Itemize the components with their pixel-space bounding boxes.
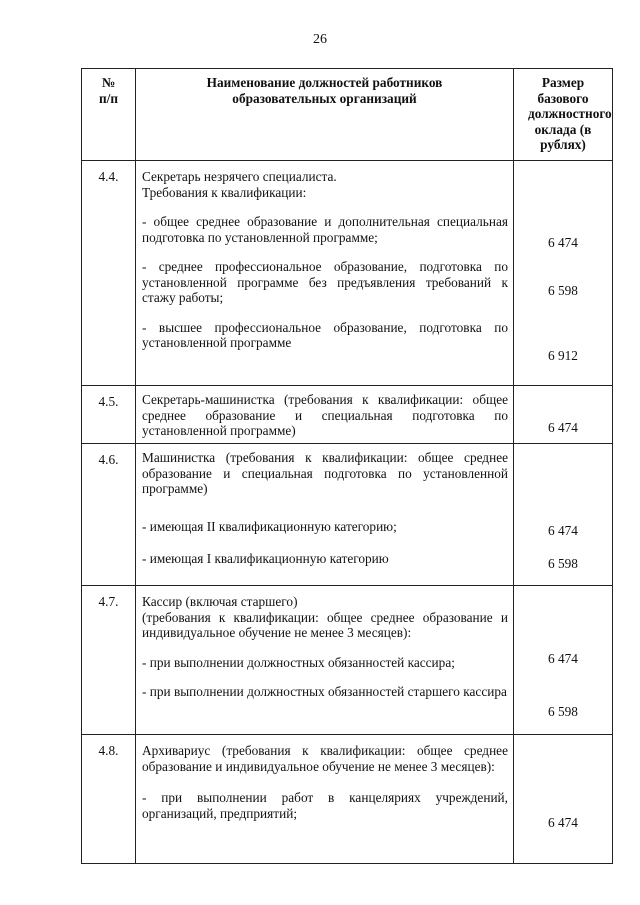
position-title: Секретарь-машинистка (требования к квалификации: общее среднее образование и специальная подготовка по установленной программе) [142,392,508,438]
salary-value: 6 474 [548,815,578,830]
requirement-item: - имеющая I квалификационную категорию [142,551,389,566]
salary-value: 6 474 [548,523,578,538]
row-number: 4.5. [82,386,136,444]
table-row [82,444,613,586]
requirement-item: - высшее профессиональное образование, подготовка по установленной программе [142,319,508,350]
header-position-name: Наименование должностей работников образовательных организаций [136,69,514,161]
table-header-row [82,69,613,161]
table-row [82,735,613,864]
position-subtitle: Требования к квалификации: [142,184,307,200]
salary-cell [514,386,613,444]
position-cell [136,735,514,864]
requirement-item: - среднее профессиональное образование, подготовка по установленной программе без предъявления требований к стажу работы; [142,259,508,305]
salary-cell [514,586,613,735]
position-cell [136,386,514,444]
salary-value: 6 474 [548,420,578,435]
position-title: Кассир (включая старшего) [142,594,298,609]
requirement-item: - при выполнении работ в канцеляриях учреждений, организаций, предприятий; [142,790,508,821]
requirement-item: - имеющая II квалификационную категорию; [142,518,397,534]
position-cell [136,444,514,586]
salary-cell [514,735,613,864]
salary-cell [514,161,613,386]
header-salary: Размер базового должностного оклада (в рублях) [514,69,613,161]
salary-value: 6 598 [548,556,578,571]
header-number: № п/п [82,69,136,161]
salary-value: 6 474 [548,235,578,250]
table-row [82,586,613,735]
salary-table [81,68,613,864]
page-number: 26 [313,32,327,47]
salary-value: 6 598 [548,704,578,719]
position-cell [136,586,514,735]
salary-value: 6 474 [548,651,578,666]
salary-value: 6 598 [548,283,578,298]
position-title: Секретарь незрячего специалиста. [142,169,337,184]
requirement-item: - при выполнении должностных обязанностей старшего кассира [142,684,507,699]
table-row [82,161,613,386]
requirement-item: - при выполнении должностных обязанностей кассира; [142,654,455,670]
position-subtitle: (требования к квалификации: общее среднее образование и индивидуальное обучение не менее 3 месяцев): [142,609,508,640]
salary-value: 6 912 [548,348,578,363]
row-number: 4.7. [82,586,136,735]
row-number: 4.4. [82,161,136,386]
row-number: 4.8. [82,735,136,864]
position-cell [136,161,514,386]
position-title: Машинистка (требования к квалификации: общее среднее образование и специальная подготовка по установленной программе) [142,450,508,496]
table-row [82,386,613,444]
salary-cell [514,444,613,586]
requirement-item: - общее среднее образование и дополнительная специальная подготовка по установленной программе; [142,214,508,245]
row-number: 4.6. [82,444,136,586]
position-title: Архивариус (требования к квалификации: общее среднее образование и индивидуальное обучение не менее 3 месяцев): [142,743,508,774]
